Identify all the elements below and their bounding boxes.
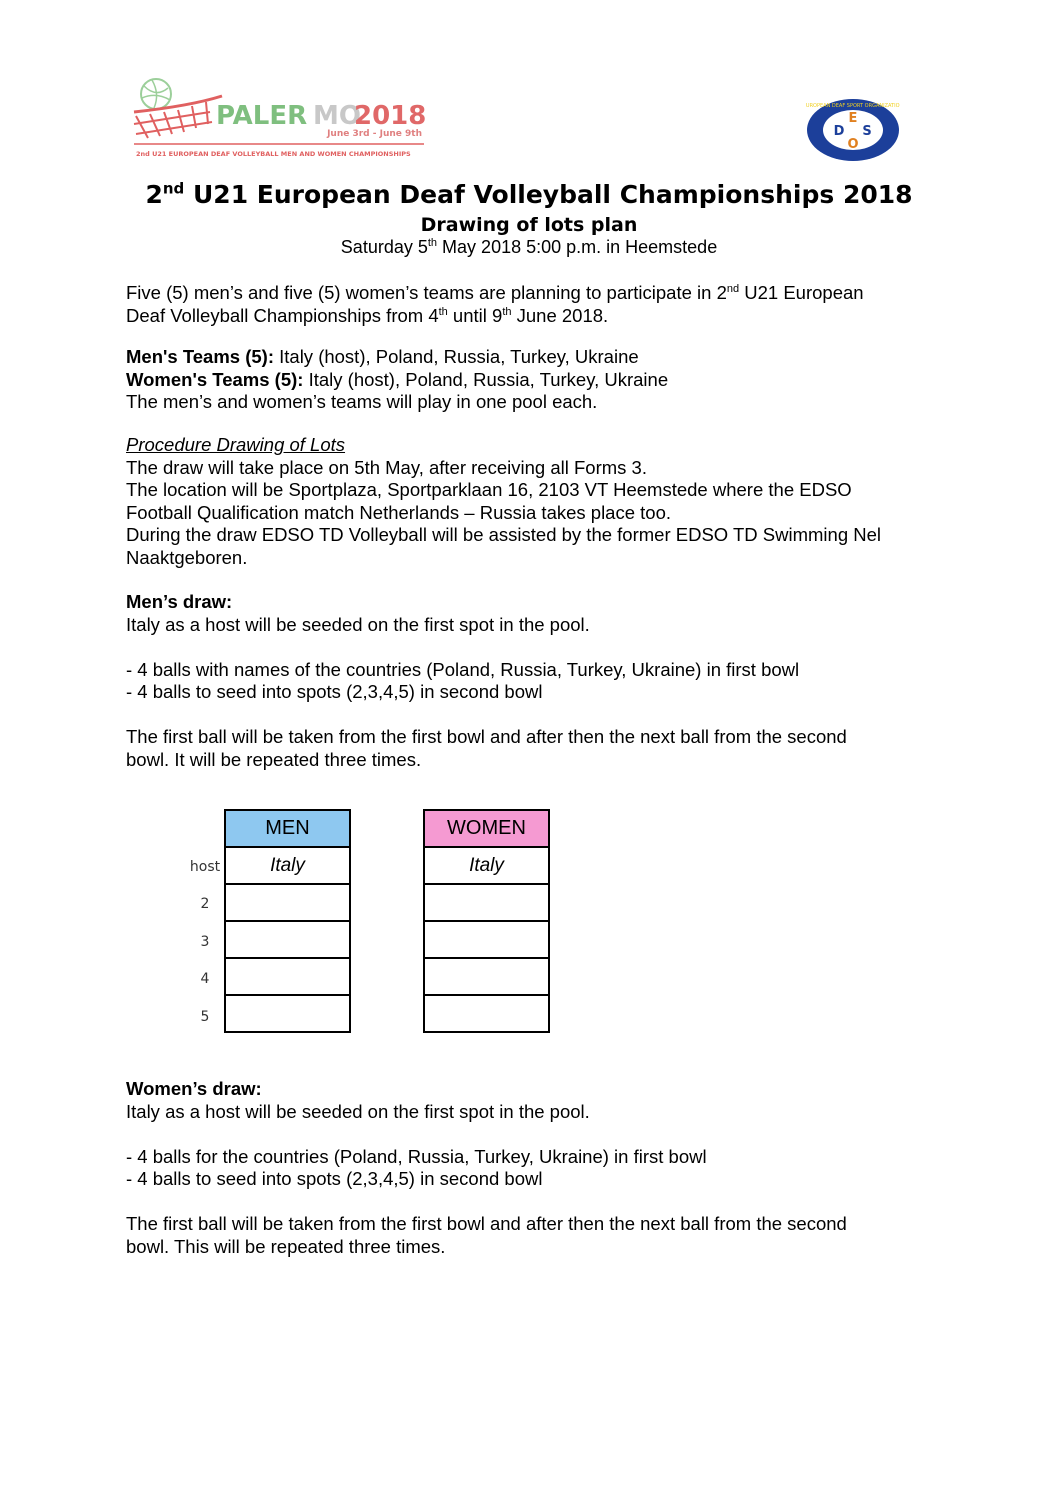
row-label-5: 5 <box>200 1009 210 1025</box>
event-date <box>0 237 1058 258</box>
palermo-2018-logo <box>130 76 430 162</box>
procedure-line: Naaktgeboren. <box>126 546 248 568</box>
womens-draw-text: bowl. This will be repeated three times. <box>126 1235 446 1257</box>
edso-letter-o: O <box>847 137 859 152</box>
women-draw-table <box>423 809 550 1033</box>
volleyball-net-icon <box>130 76 430 162</box>
title-sup: nd <box>162 179 185 198</box>
row-label-2: 2 <box>200 896 210 912</box>
page-title <box>0 180 1058 209</box>
women-teams-list: Italy (host), Poland, Russia, Turkey, Ukraine <box>303 368 669 390</box>
date-pre: Saturday 5 <box>340 237 428 257</box>
edso-logo <box>806 98 900 162</box>
men-spot-cell <box>225 958 350 995</box>
intro-paragraph <box>126 282 946 327</box>
logo-dates: June 3rd - June 9th <box>327 129 422 139</box>
women-host-cell: Italy <box>424 847 549 884</box>
row-label-4: 4 <box>200 971 210 987</box>
men-teams-list: Italy (host), Poland, Russia, Turkey, Ukraine <box>273 346 639 367</box>
title-post: U21 European Deaf Volleyball Championships 2018 <box>184 180 913 209</box>
teams-section <box>126 346 946 414</box>
logo-name-b: MO <box>313 101 361 131</box>
mens-draw-seed: Italy as a host will be seeded on the first spot in the pool. <box>126 613 590 635</box>
women-spot-cell <box>424 921 549 958</box>
intro-l2-sup: th <box>438 305 448 318</box>
intro-l2-sup2: th <box>502 305 512 318</box>
procedure-line: During the draw EDSO TD Volleyball will be assisted by the former EDSO TD Swimming Nel <box>126 524 882 545</box>
womens-draw-seed: Italy as a host will be seeded on the first spot in the pool. <box>126 1100 590 1122</box>
women-spot-cell <box>424 958 549 995</box>
row-label-3: 3 <box>200 934 210 950</box>
men-spot-cell <box>225 995 350 1032</box>
womens-draw-heading: Women’s draw: <box>126 1078 262 1099</box>
men-draw-table <box>224 809 351 1033</box>
date-post: May 2018 5:00 p.m. in Heemstede <box>437 237 718 257</box>
intro-l2-mid: until 9 <box>447 304 503 326</box>
procedure-line: The draw will take place on 5th May, after receiving all Forms 3. <box>126 456 647 478</box>
mens-draw-heading: Men’s draw: <box>126 591 233 612</box>
intro-l1-pre: Five (5) men’s and five (5) women’s teams are planning to participate in 2 <box>126 282 727 303</box>
row-label-host: host <box>189 859 221 875</box>
page-subtitle: Drawing of lots plan <box>420 214 638 236</box>
women-header: WOMEN <box>424 810 549 847</box>
edso-letter-s: S <box>862 124 872 139</box>
logo-name-a: PALER <box>216 101 308 131</box>
womens-draw-bullet: - 4 balls for the countries (Poland, Russia, Turkey, Ukraine) in first bowl <box>126 1145 707 1167</box>
womens-draw-bullet: - 4 balls to seed into spots (2,3,4,5) in second bowl <box>126 1168 543 1189</box>
men-spot-cell <box>225 921 350 958</box>
mens-draw-section <box>126 591 946 771</box>
edso-letter-e: E <box>848 111 858 126</box>
intro-l2-post: June 2018. <box>511 304 609 326</box>
mens-draw-bullet: - 4 balls with names of the countries (Poland, Russia, Turkey, Ukraine) in first bowl <box>126 658 800 680</box>
edso-letter-d: D <box>833 124 845 139</box>
intro-l1-sup: nd <box>726 282 740 295</box>
logo-subtitle: 2nd U21 EUROPEAN DEAF VOLLEYBALL MEN AND WOMEN CHAMPIONSHIPS <box>136 150 411 158</box>
mens-draw-text: bowl. It will be repeated three times. <box>126 748 422 770</box>
procedure-line: The location will be Sportplaza, Sportparklaan 16, 2103 VT Heemstede where the EDSO <box>126 479 852 500</box>
procedure-section <box>126 434 946 569</box>
logo-name-c: 2018 <box>354 101 427 131</box>
womens-draw-text: The first ball will be taken from the first bowl and after then the next ball from the second <box>126 1213 847 1234</box>
men-spot-cell <box>225 884 350 921</box>
pool-note: The men’s and women’s teams will play in one pool each. <box>126 391 598 412</box>
procedure-line: Football Qualification match Netherlands – Russia takes place too. <box>126 501 672 523</box>
edso-emblem-icon <box>806 98 900 162</box>
women-spot-cell <box>424 884 549 921</box>
mens-draw-text: The first ball will be taken from the first bowl and after then the next ball from the second <box>126 726 847 747</box>
mens-draw-bullet: - 4 balls to seed into spots (2,3,4,5) in second bowl <box>126 681 543 702</box>
women-spot-cell <box>424 995 549 1032</box>
edso-ring-text: EUROPEAN DEAF SPORT ORGANIZATION <box>806 103 900 109</box>
women-teams-label: Women's Teams (5): <box>126 368 304 390</box>
title-pre: 2 <box>145 180 163 209</box>
intro-l2-pre: Deaf Volleyball Championships from 4 <box>126 304 439 326</box>
procedure-heading: Procedure Drawing of Lots <box>126 434 346 455</box>
men-teams-label: Men's Teams (5): <box>126 346 274 367</box>
date-sup: th <box>427 237 438 249</box>
men-host-cell: Italy <box>225 847 350 884</box>
womens-draw-section <box>126 1078 946 1258</box>
intro-l1-post: U21 European <box>739 282 864 303</box>
men-header: MEN <box>225 810 350 847</box>
